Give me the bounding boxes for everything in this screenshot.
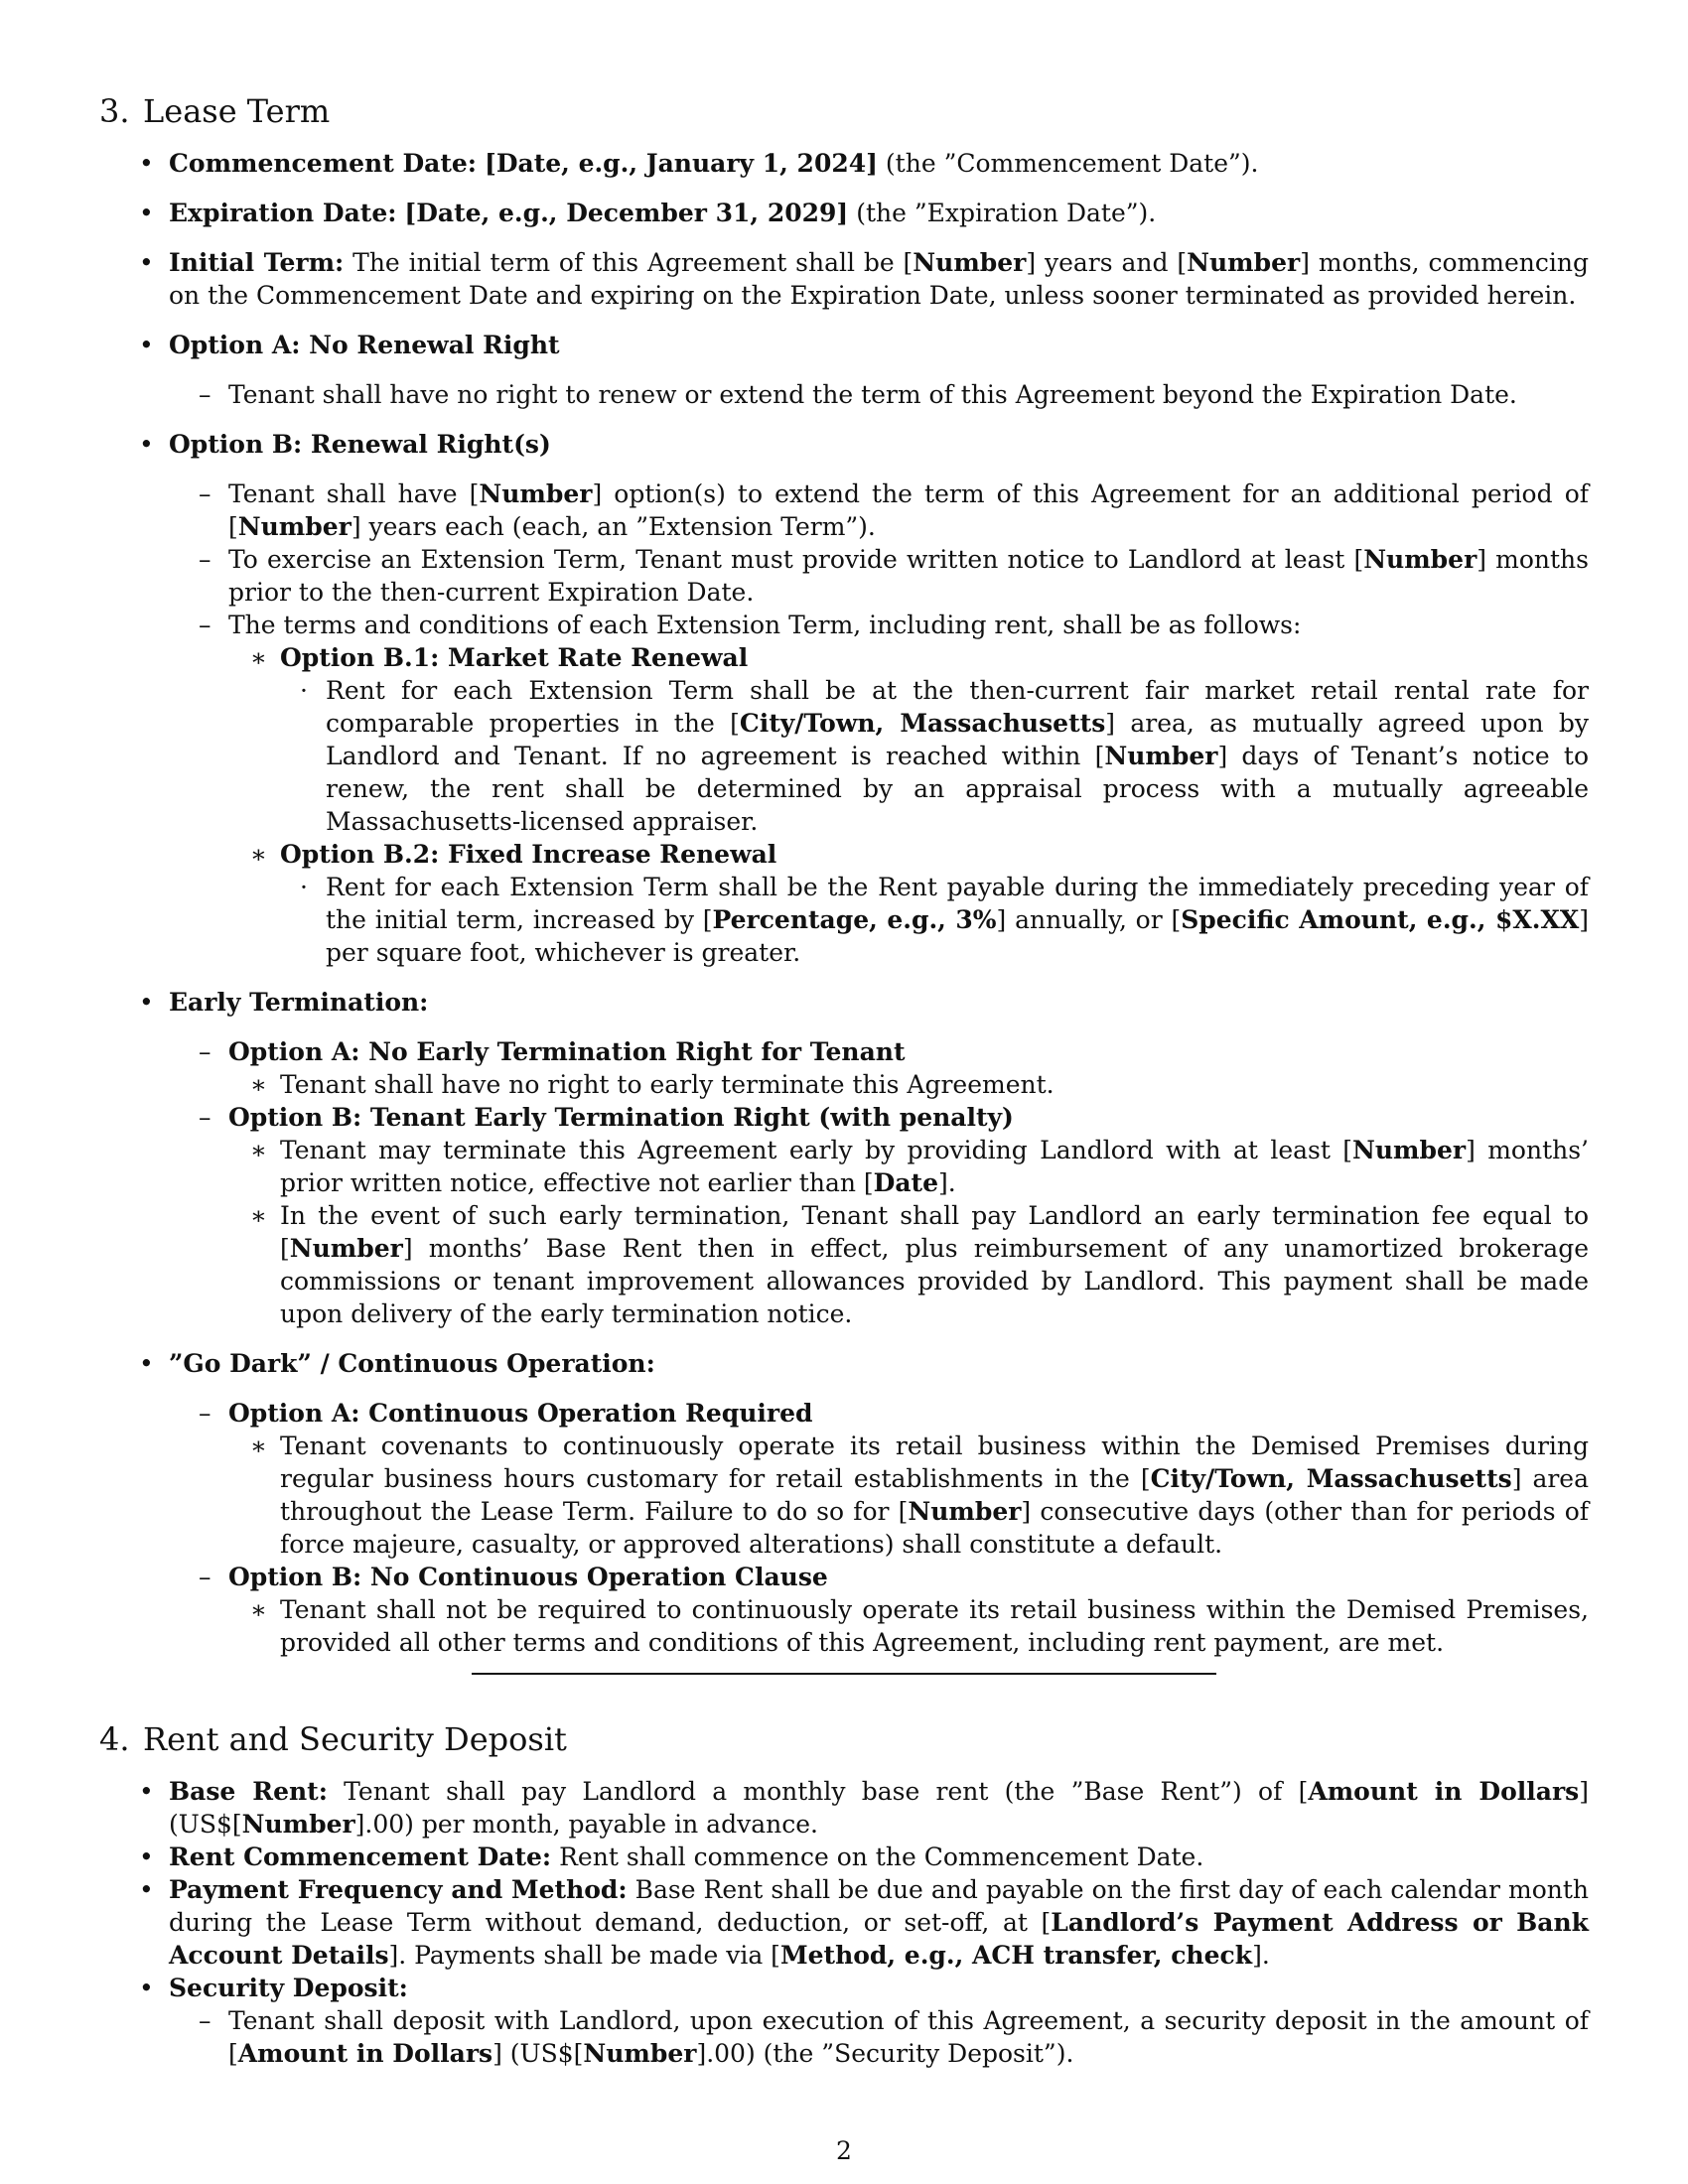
section-heading: 3. Lease Term xyxy=(99,92,331,130)
section-title: Rent and Security Deposit xyxy=(143,1720,567,1758)
asterisk-icon: ∗ xyxy=(250,1070,267,1099)
section-heading: 4. Rent and Security Deposit xyxy=(99,1720,567,1758)
list-item: – The terms and conditions of each Extension Term, including rent, shall be as follows: ∗ Option B.1: Market Rate Renewal · Rent for each Extension Term shall be at the then-current fair market retail rental rate for comparable properties in the [City/Town, Massachusetts] area, as mutually agreed upon by Landlord and Tenant. If no agreement is reached within [Number] days of Tenant’s notice to renew, the rent shall be determined by an appraisal process with a mutually agreeable Massachusetts-licensed appraiser. ∗ Option B.2: Fixed Increase Renewal · Rent for each Extension Term shall be the Rent payable during the immediately preceding year of the initial term, increased by [Percentage, e.g., 3%] annually, or [Specific Amount, e.g., $X.XX] per square foot, whichever is greater. xyxy=(199,611,1590,967)
list-item: ∗ Tenant shall have no right to early terminate this Agreement. xyxy=(250,1070,1055,1099)
bullet-icon: • xyxy=(139,988,154,1017)
list-item: ∗ Option B.2: Fixed Increase Renewal · Rent for each Extension Term shall be the Rent payable during the immediately preceding year of the initial term, increased by [Percentage, e.g., 3%] annually, or [Specific Amount, e.g., $X.XX] per square foot, whichever is greater. xyxy=(250,840,1590,967)
list-item: • ”Go Dark” / Continuous Operation: – Option A: Continuous Operation Required ∗ Tenant covenants to continuously operate its retail business within the Demised Premises during regular business hours customary for retail establishments in the [City/Town, Massachusetts] area throughout the Lease Term. Failure to do so for [Number] consecutive days (other than for periods of force majeure, casualty, or approved alterations) shall constitute a default. – Option B: No Continuous Operation Clause ∗ Tenant shall not be required to continuously operate its retail business within the Demised Premises, provided all other terms and conditions of this Agreement, including rent payment, are met. xyxy=(139,1349,1590,1657)
list-item: • Commencement Date: [Date, e.g., January 1, 2024] (the ”Commencement Date”). xyxy=(139,149,1259,178)
list-item: – Option B: No Continuous Operation Clause ∗ Tenant shall not be required to continuously operate its retail business within the Demised Premises, provided all other terms and conditions of this Agreement, including rent payment, are met. xyxy=(199,1563,1589,1657)
list-item: · Rent for each Extension Term shall be at the then-current fair market retail rental rate for comparable properties in the [City/Town, Massachusetts] area, as mutually agreed upon by Landlord and Tenant. If no agreement is reached within [Number] days of Tenant’s notice to renew, the rent shall be determined by an appraisal process with a mutually agreeable Massachusetts-licensed appraiser. xyxy=(300,676,1590,836)
list-item: • Early Termination: – Option A: No Early Termination Right for Tenant ∗ Tenant shall have no right to early terminate this Agreement. – Option B: Tenant Early Termination Right (with penalty) ∗ Tenant may terminate this Agreement early by providing Landlord with at least [Number] months’ prior written notice, effective not earlier than [Date]. ∗ In the event of such early termination, Tenant shall pay Landlord an early termination fee equal to [Number] months’ Base Rent then in effect, plus reimbursement of any unamortized brokerage commissions or tenant improvement allowances provided by Landlord. This payment shall be made upon delivery of the early termination notice. xyxy=(139,988,1589,1328)
bullet-icon: • xyxy=(139,1843,154,1871)
list-item: · Rent for each Extension Term shall be the Rent payable during the immediately preceding year of the initial term, increased by [Percentage, e.g., 3%] annually, or [Specific Amount, e.g., $X.XX] per square foot, whichever is greater. xyxy=(300,873,1590,967)
asterisk-icon: ∗ xyxy=(250,1595,267,1624)
asterisk-icon: ∗ xyxy=(250,1136,267,1164)
dot-icon: · xyxy=(300,676,308,705)
list-item: ∗ Tenant shall not be required to continuously operate its retail business within the Demised Premises, provided all other terms and conditions of this Agreement, including rent payment, are met. xyxy=(250,1595,1589,1657)
dash-icon: – xyxy=(199,1103,211,1132)
bullet-icon: • xyxy=(139,199,154,227)
bullet-icon: • xyxy=(139,149,154,178)
list-item: • Option A: No Renewal Right – Tenant shall have no right to renew or extend the term of this Agreement beyond the Expiration Date. xyxy=(169,329,1589,411)
list-item: • Base Rent: Tenant shall pay Landlord a monthly base rent (the ”Base Rent”) of [Amount in Dollars] (US$[Number].00) per month, payable in advance. xyxy=(139,1777,1589,1839)
bullet-icon: • xyxy=(139,430,154,459)
dash-icon: – xyxy=(199,380,211,409)
dash-icon: – xyxy=(199,545,211,574)
list-item: • Expiration Date: [Date, e.g., December 31, 2029] (the ”Expiration Date”). xyxy=(139,199,1157,227)
list-item: – Tenant shall have [Number] option(s) to extend the term of this Agreement for an additional period of [Number] years each (each, an ”Extension Term”). xyxy=(199,479,1589,541)
dash-icon: – xyxy=(199,479,211,508)
list-item: – Option A: Continuous Operation Required ∗ Tenant covenants to continuously operate its retail business within the Demised Premises during regular business hours customary for retail establishments in the [City/Town, Massachusetts] area throughout the Lease Term. Failure to do so for [Number] consecutive days (other than for periods of force majeure, casualty, or approved alterations) shall constitute a default. xyxy=(199,1399,1590,1559)
section-title: Lease Term xyxy=(143,92,331,130)
list-item: – Option A: No Early Termination Right for Tenant ∗ Tenant shall have no right to early terminate this Agreement. xyxy=(228,1035,1589,1101)
dot-icon: · xyxy=(300,873,308,901)
bullet-icon: • xyxy=(139,248,154,277)
list-item: • Payment Frequency and Method: Base Rent shall be due and payable on the first day of each calendar month during the Lease Term without demand, deduction, or set-off, at [Landlord’s Payment Address or Bank Account Details]. Payments shall be made via [Method, e.g., ACH transfer, check]. xyxy=(139,1875,1590,1970)
asterisk-icon: ∗ xyxy=(250,1432,267,1460)
list-item: – Tenant shall deposit with Landlord, upon execution of this Agreement, a security deposit in the amount of [Amount in Dollars] (US$[Number].00) (the ”Security Deposit”). xyxy=(199,2006,1589,2068)
list-item: – To exercise an Extension Term, Tenant must provide written notice to Landlord at least [Number] months prior to the then-current Expiration Date. xyxy=(199,545,1589,607)
section-divider xyxy=(472,1673,1216,1675)
bullet-icon: • xyxy=(139,1777,154,1806)
list-item: – Tenant shall have no right to renew or extend the term of this Agreement beyond the Expiration Date. xyxy=(199,380,1517,409)
dash-icon: – xyxy=(199,1563,211,1591)
dash-icon: – xyxy=(199,2006,211,2035)
list-item: • Security Deposit: – Tenant shall deposit with Landlord, upon execution of this Agreement, a security deposit in the amount of [Amount in Dollars] (US$[Number].00) (the ”Security Deposit”). xyxy=(139,1974,1589,2068)
bullet-icon: • xyxy=(139,331,154,359)
list-item: ∗ Tenant may terminate this Agreement early by providing Landlord with at least [Number] months’ prior written notice, effective not earlier than [Date]. xyxy=(250,1136,1589,1197)
section-4 xyxy=(99,1719,1589,2070)
list-item: • Rent Commencement Date: Rent shall commence on the Commencement Date. xyxy=(139,1843,1204,1871)
list-item: • Initial Term: The initial term of this Agreement shall be [Number] years and [Number] months, commencing on the Commencement Date and expiring on the Expiration Date, unless sooner terminated as provided herein. xyxy=(139,248,1589,310)
bullet-icon: • xyxy=(139,1974,154,2002)
list-item: ∗ Tenant covenants to continuously operate its retail business within the Demised Premises during regular business hours customary for retail establishments in the [City/Town, Massachusetts] area throughout the Lease Term. Failure to do so for [Number] consecutive days (other than for periods of force majeure, casualty, or approved alterations) shall constitute a default. xyxy=(250,1432,1590,1559)
asterisk-icon: ∗ xyxy=(250,840,267,869)
list-item: – Option B: Tenant Early Termination Right (with penalty) ∗ Tenant may terminate this Agreement early by providing Landlord with at least [Number] months’ prior written notice, effective not earlier than [Date]. ∗ In the event of such early termination, Tenant shall pay Landlord an early termination fee equal to [Number] months’ Base Rent then in effect, plus reimbursement of any unamortized brokerage commissions or tenant improvement allowances provided by Landlord. This payment shall be made upon delivery of the early termination notice. xyxy=(199,1103,1589,1328)
dash-icon: – xyxy=(199,1037,211,1066)
list-item: ∗ In the event of such early termination, Tenant shall pay Landlord an early termination fee equal to [Number] months’ Base Rent then in effect, plus reimbursement of any unamortized brokerage commissions or tenant improvement allowances provided by Landlord. This payment shall be made upon delivery of the early termination notice. xyxy=(250,1201,1589,1328)
bullet-icon: • xyxy=(139,1349,154,1378)
bullet-icon: • xyxy=(139,1875,154,1904)
list-item: ∗ Option B.1: Market Rate Renewal · Rent for each Extension Term shall be at the then-current fair market retail rental rate for comparable properties in the [City/Town, Massachusetts] area, as mutually agreed upon by Landlord and Tenant. If no agreement is reached within [Number] days of Tenant’s notice to renew, the rent shall be determined by an appraisal process with a mutually agreeable Massachusetts-licensed appraiser. xyxy=(250,643,1590,836)
list-item: • Option B: Renewal Right(s) – Tenant shall have [Number] option(s) to extend the term of this Agreement for an additional period of [Number] years each (each, an ”Extension Term”). – To exercise an Extension Term, Tenant must provide written notice to Landlord at least [Number] months prior to the then-current Expiration Date. – The terms and conditions of each Extension Term, including rent, shall be as follows: ∗ Option B.1: Market Rate Renewal · Rent for each Extension Term shall be at the then-current fair market retail rental rate for comparable properties in the [City/Town, Massachusetts] area, as mutually agreed upon by Landlord and Tenant. If no agreement is reached within [Number] days of Tenant’s notice to renew, the rent shall be determined by an appraisal process with a mutually agreeable Massachusetts-licensed appraiser. ∗ Option B.2: Fixed Increase Renewal · Rent for each Extension Term shall be the Rent payable during the immediately preceding year of the initial term, increased by [Percentage, e.g., 3%] annually, or [Specific Amount, e.g., $X.XX] per square foot, whichever is greater. xyxy=(139,430,1590,967)
dash-icon: – xyxy=(199,611,211,639)
asterisk-icon: ∗ xyxy=(250,1201,267,1230)
page-number: 2 xyxy=(836,2136,852,2165)
dash-icon: – xyxy=(199,1399,211,1428)
page-content xyxy=(99,91,1589,1676)
asterisk-icon: ∗ xyxy=(250,643,267,672)
